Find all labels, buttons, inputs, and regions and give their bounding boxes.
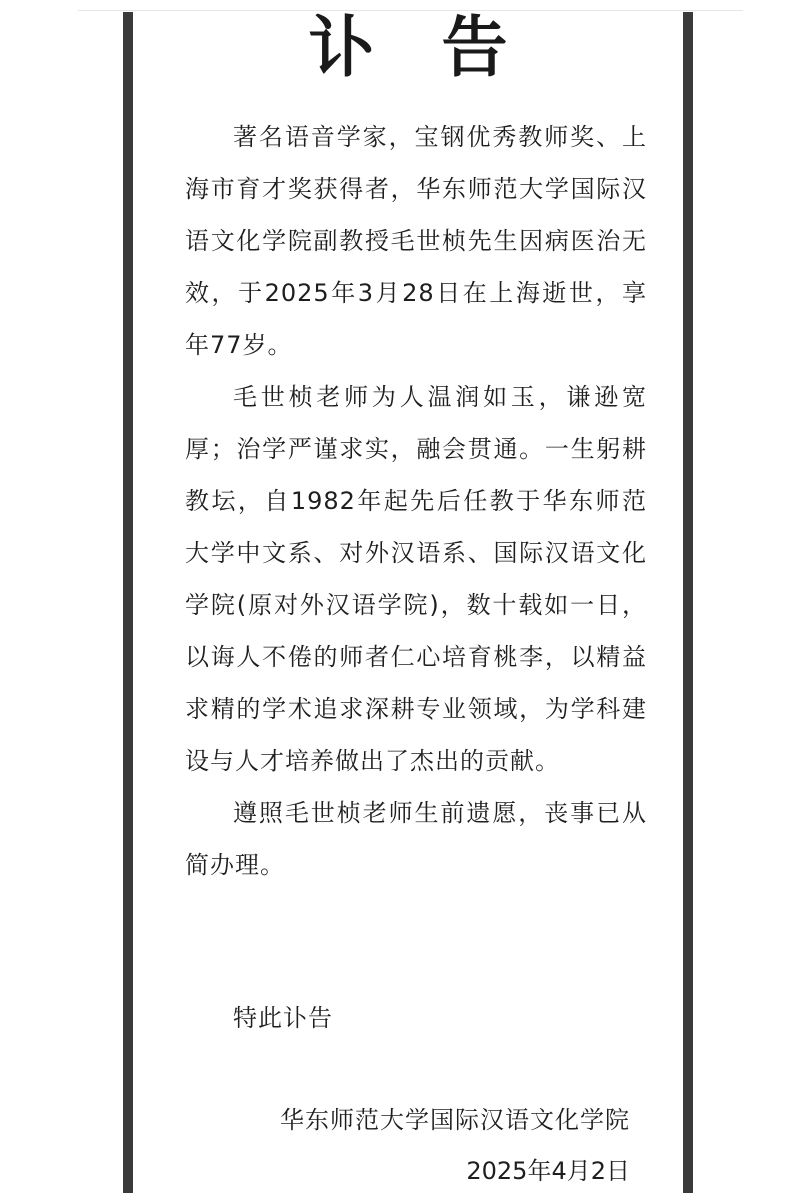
paragraph-funeral: 遵照毛世桢老师生前遗愿，丧事已从简办理。: [185, 799, 647, 879]
paragraph-announcement: 著名语音学家，宝钢优秀教师奖、上海市育才奖获得者，华东师范大学国际汉语文化学院副教授毛世桢先生因病医治无效，于2025年3月28日在上海逝世，享年77岁。: [185, 123, 647, 359]
notice-title: 讣 告: [308, 9, 530, 86]
closing-phrase: 特此讣告: [233, 1004, 333, 1032]
paragraph-tribute: 毛世桢老师为人温润如玉，谦逊宽厚；治学严谨求实，融会贯通。一生躬耕教坛，自1982年起先后任教于华东师范大学中文系、对外汉语系、国际汉语文化学院(原对外汉语学院)，数十载如一日，以诲人不倦的师者仁心培育桃李，以精益求精的学术追求深耕专业领域，为学科建设与人才培养做出了杰出的贡献。: [185, 383, 647, 775]
left-border-line: [123, 12, 133, 1193]
notice-body: [185, 111, 647, 891]
right-border-line: [683, 12, 693, 1193]
signature-organization: 华东师范大学国际汉语文化学院: [280, 1106, 630, 1134]
signature-date: 2025年4月2日: [466, 1157, 630, 1185]
